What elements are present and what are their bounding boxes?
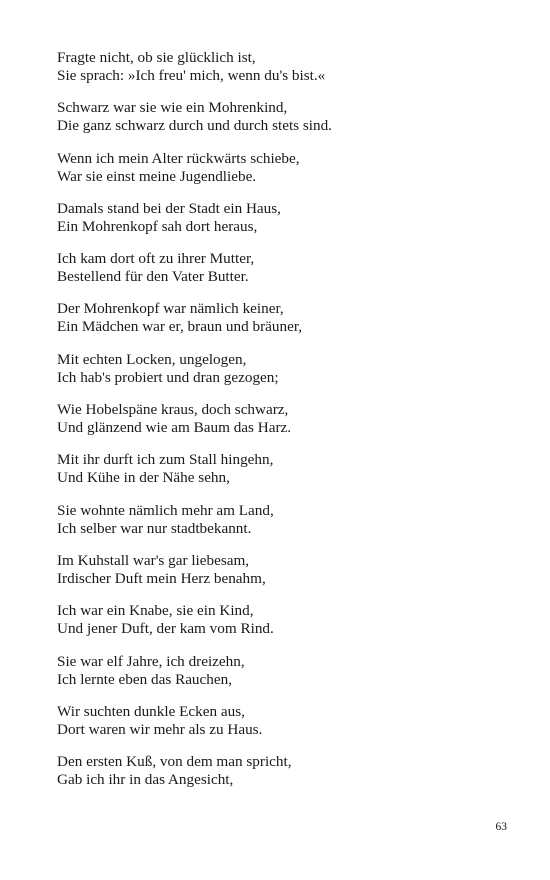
poem-line: Der Mohrenkopf war nämlich keiner, xyxy=(57,300,284,318)
poem-line: Wenn ich mein Alter rückwärts schiebe, xyxy=(57,149,300,167)
poem-line: Dort waren wir mehr als zu Haus. xyxy=(57,720,263,738)
stanza-4 xyxy=(57,200,497,236)
stanza-5 xyxy=(57,250,497,286)
poem-line: Bestellend für den Vater Butter. xyxy=(57,268,249,286)
stanza-8 xyxy=(57,401,497,437)
stanza-7 xyxy=(57,351,497,387)
poem-line: Ich lernte eben das Rauchen, xyxy=(57,670,232,688)
stanza-14 xyxy=(57,703,497,739)
poem-line: Irdischer Duft mein Herz benahm, xyxy=(57,569,266,587)
poem-text xyxy=(57,49,497,803)
stanza-6 xyxy=(57,300,497,336)
poem-line: Den ersten Kuß, von dem man spricht, xyxy=(57,753,292,771)
stanza-12 xyxy=(57,602,497,638)
poem-line: Ich hab's probiert und dran gezogen; xyxy=(57,368,279,386)
poem-line: Sie wohnte nämlich mehr am Land, xyxy=(57,501,274,519)
poem-line: Ein Mohrenkopf sah dort heraus, xyxy=(57,217,258,235)
poem-line: Schwarz war sie wie ein Mohrenkind, xyxy=(57,99,288,117)
poem-line: Sie war elf Jahre, ich dreizehn, xyxy=(57,652,245,670)
poem-line: Im Kuhstall war's gar liebesam, xyxy=(57,551,250,569)
stanza-13 xyxy=(57,653,497,689)
poem-line: Und Kühe in der Nähe sehn, xyxy=(57,469,230,487)
stanza-2 xyxy=(57,99,497,135)
poem-line: Wir suchten dunkle Ecken aus, xyxy=(57,702,245,720)
stanza-10 xyxy=(57,502,497,538)
poem-line: Mit echten Locken, ungelogen, xyxy=(57,350,247,368)
stanza-9 xyxy=(57,451,497,487)
poem-line: Ich war ein Knabe, sie ein Kind, xyxy=(57,602,254,620)
poem-line: Ein Mädchen war er, braun und bräuner, xyxy=(57,318,303,336)
page-number: 63 xyxy=(495,821,507,833)
poem-line: Gab ich ihr in das Angesicht, xyxy=(57,771,234,789)
poem-line: Und glänzend wie am Baum das Harz. xyxy=(57,419,292,437)
stanza-15 xyxy=(57,753,497,789)
poem-line: Mit ihr durft ich zum Stall hingehn, xyxy=(57,451,274,469)
poem-line: Ich kam dort oft zu ihrer Mutter, xyxy=(57,250,255,268)
poem-line: Und jener Duft, der kam vom Rind. xyxy=(57,620,274,638)
poem-line: Die ganz schwarz durch und durch stets sind. xyxy=(57,117,332,135)
stanza-1 xyxy=(57,49,497,85)
poem-line: Fragte nicht, ob sie glücklich ist, xyxy=(57,49,256,66)
poem-line: War sie einst meine Jugendliebe. xyxy=(57,167,257,185)
stanza-11 xyxy=(57,552,497,588)
poem-line: Ich selber war nur stadtbekannt. xyxy=(57,519,252,537)
poem-line: Damals stand bei der Stadt ein Haus, xyxy=(57,199,281,217)
stanza-3 xyxy=(57,150,497,186)
poem-line: Sie sprach: »Ich freu' mich, wenn du's bist.« xyxy=(57,67,326,84)
poem-line: Wie Hobelspäne kraus, doch schwarz, xyxy=(57,401,289,419)
